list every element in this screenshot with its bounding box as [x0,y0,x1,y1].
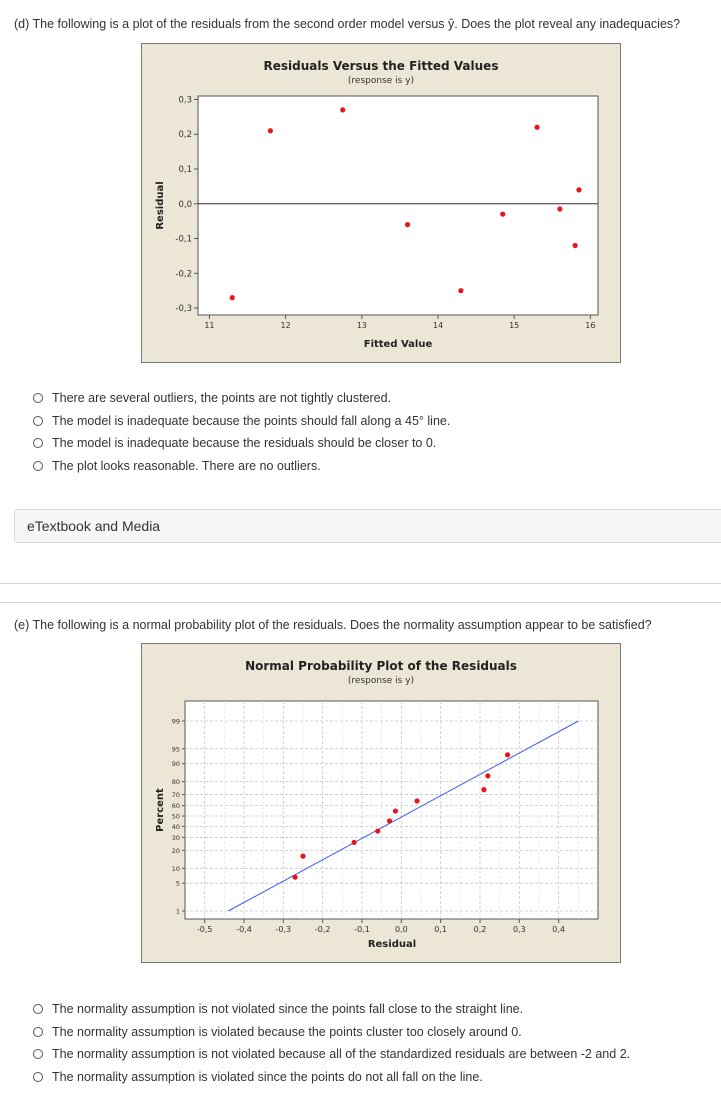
x-tick-label: 15 [509,321,520,330]
radio-button[interactable] [33,416,43,426]
data-point [230,295,235,300]
radio-button[interactable] [33,1049,43,1059]
option-d-2[interactable] [33,410,450,433]
radio-button[interactable] [33,438,43,448]
y-tick-label: 20 [171,846,180,855]
data-point [573,243,578,248]
data-point [405,222,410,227]
data-point [340,107,345,112]
data-point [352,840,357,845]
x-tick-label: 0,0 [394,925,408,934]
y-tick-label: 60 [171,802,180,811]
x-tick-label: 12 [280,321,291,330]
radio-button[interactable] [33,1072,43,1082]
data-point [300,854,305,859]
y-tick-label: 99 [171,717,180,726]
normal-probability-svg [142,644,620,962]
option-d-1[interactable] [33,387,450,410]
y-tick-label: 90 [171,760,180,769]
plot-area [185,701,598,919]
option-d-3[interactable] [33,432,450,455]
x-tick-label: 0,3 [512,925,526,934]
normal-probability-chart [141,643,621,963]
question-e-text: (e) The following is a normal probability plot of the residuals. Does the normality assumption appear to be satisfied? [14,618,652,632]
section-divider [0,583,721,584]
option-label: The normality assumption is violated because the points cluster too closely around 0. [52,1024,522,1039]
x-tick-label: -0,1 [354,925,370,934]
data-point [576,187,581,192]
data-point [500,212,505,217]
data-point [458,288,463,293]
y-tick-label: 80 [171,778,180,787]
chart-title: Residuals Versus the Fitted Values [263,59,499,73]
chart-subtitle: (response is y) [347,76,415,86]
option-e-1[interactable] [33,998,630,1021]
x-tick-label: -0,2 [314,925,331,934]
option-label: The model is inadequate because the points should fall along a 45° line. [52,413,451,428]
option-label: The plot looks reasonable. There are no outliers. [52,458,321,473]
option-label: The normality assumption is violated since the points do not all fall on the line. [52,1069,483,1084]
x-axis-label: Residual [367,939,417,950]
radio-button[interactable] [33,393,43,403]
y-tick-label: 50 [171,812,180,821]
y-tick-label: 30 [171,833,180,842]
y-tick-label: 95 [171,745,180,754]
y-tick-label: -0,3 [175,304,192,315]
option-label: There are several outliers, the points are not tightly clustered. [52,391,392,406]
option-label: The model is inadequate because the residuals should be closer to 0. [52,436,437,451]
y-tick-label: 40 [171,822,180,831]
y-axis-label: Residual [155,181,166,230]
data-point [393,808,398,813]
option-label: The normality assumption is not violated because all of the standardized residuals are between -2 and 2. [52,1047,631,1062]
y-tick-label: 0,3 [178,95,192,106]
data-point [557,206,562,211]
x-tick-label: 0,4 [552,925,566,934]
data-point [481,787,486,792]
y-tick-label: 0,0 [178,199,192,210]
radio-button[interactable] [33,1027,43,1037]
x-tick-label: 11 [204,321,215,330]
x-tick-label: 13 [356,321,367,330]
option-d-4[interactable] [33,455,450,478]
data-point [293,875,298,880]
etextbook-media-button[interactable]: eTextbook and Media [14,509,721,543]
x-tick-label: -0,4 [236,925,252,934]
data-point [414,798,419,803]
chart-title: Normal Probability Plot of the Residuals [245,659,517,673]
residuals-vs-fitted-chart [141,43,621,363]
data-point [485,773,490,778]
y-tick-label: -0,2 [175,269,192,280]
y-axis-label: Percent [155,788,166,832]
x-tick-label: 0,1 [434,925,448,934]
y-tick-label: 0,2 [178,130,192,141]
data-point [268,128,273,133]
x-tick-label: -0,3 [275,925,292,934]
data-point [534,125,539,130]
y-tick-label: 0,1 [178,165,192,175]
x-tick-label: 0,2 [473,925,487,934]
question-d-text: (d) The following is a plot of the residuals from the second order model versus ŷ. Does the plot reveal any inadequacies? [14,17,681,31]
data-point [505,752,510,757]
y-tick-label: -0,1 [175,234,192,245]
option-e-2[interactable] [33,1021,630,1044]
chart-subtitle: (response is y) [347,676,415,686]
option-e-3[interactable] [33,1043,630,1066]
question-d-options [33,387,450,477]
x-tick-label: 16 [585,321,596,330]
y-tick-label: 1 [175,907,180,916]
option-e-4[interactable] [33,1066,630,1089]
radio-button[interactable] [33,461,43,471]
section-divider [0,602,721,603]
y-tick-label: 5 [175,879,180,888]
residuals-vs-fitted-svg [142,44,620,362]
y-tick-label: 10 [171,864,180,873]
data-point [375,828,380,833]
question-e-options [33,998,630,1088]
x-tick-label: 14 [432,321,444,330]
x-tick-label: -0,5 [196,925,213,934]
option-label: The normality assumption is not violated since the points fall close to the straight line. [52,1002,524,1017]
radio-button[interactable] [33,1004,43,1014]
x-axis-label: Fitted Value [363,339,433,350]
data-point [387,818,392,823]
y-tick-label: 70 [171,791,180,800]
